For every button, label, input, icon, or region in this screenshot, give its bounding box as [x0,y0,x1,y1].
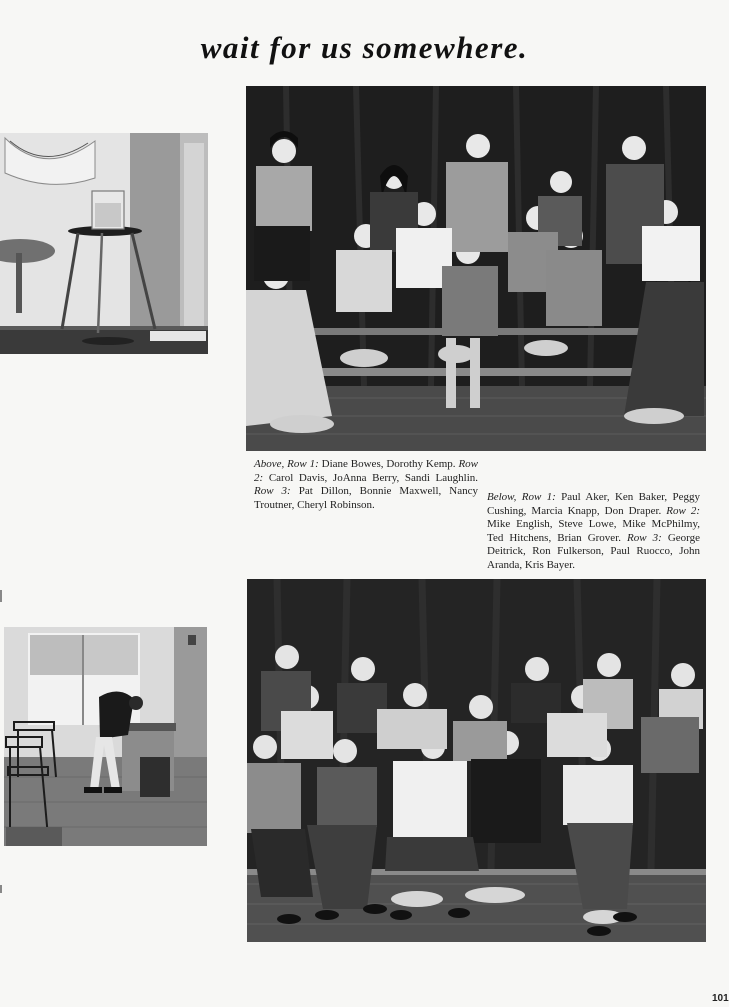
caption-above-row2-label: Row 2: [254,458,478,484]
caption-above-row3-names: Pat Dillon, Bonnie Maxwell, Nancy Troutner, Cheryl Robinson. [254,485,478,511]
caption-above [254,458,478,512]
boys-group-photo [247,579,706,942]
page-edge-mark [0,590,2,602]
lab-stand-photo [0,133,208,354]
caption-above-lead: Above, [254,458,285,470]
caption-below-row2-names: Mike English, Steve Lowe, Mike McPhilmy, Ted Hitchens, Brian Grover. [487,518,700,544]
caption-below-lead: Below, [487,491,517,503]
caption-below-row3-names: George Deitrick, Ron Fulkerson, Paul Ruocco, John Aranda, Kris Bayer. [487,531,700,571]
caption-below [487,491,700,573]
caption-below-row1-label: Row 1: [521,491,556,503]
girls-group-photo [246,86,706,451]
page-edge-mark-lower [0,885,2,893]
caption-below-row2-label: Row 2: [666,504,700,517]
caption-below-row3-label: Row 3: [627,531,662,544]
caption-above-row1-names: Diane Bowes, Dorothy Kemp. [321,458,456,470]
page-headline: wait for us somewhere. [200,30,529,65]
caption-above-row3-label: Row 3: [254,485,291,498]
caption-above-row1-label: Row 1: [287,458,319,470]
caption-below-row1-names: Paul Aker, Ken Baker, Peggy Cushing, Marcia Knapp, Don Draper. [487,491,700,517]
caption-above-row2-names: Carol Davis, JoAnna Berry, Sandi Laughlin. [268,471,479,484]
classroom-photo [4,627,207,846]
page-number: 101 [712,993,729,1004]
